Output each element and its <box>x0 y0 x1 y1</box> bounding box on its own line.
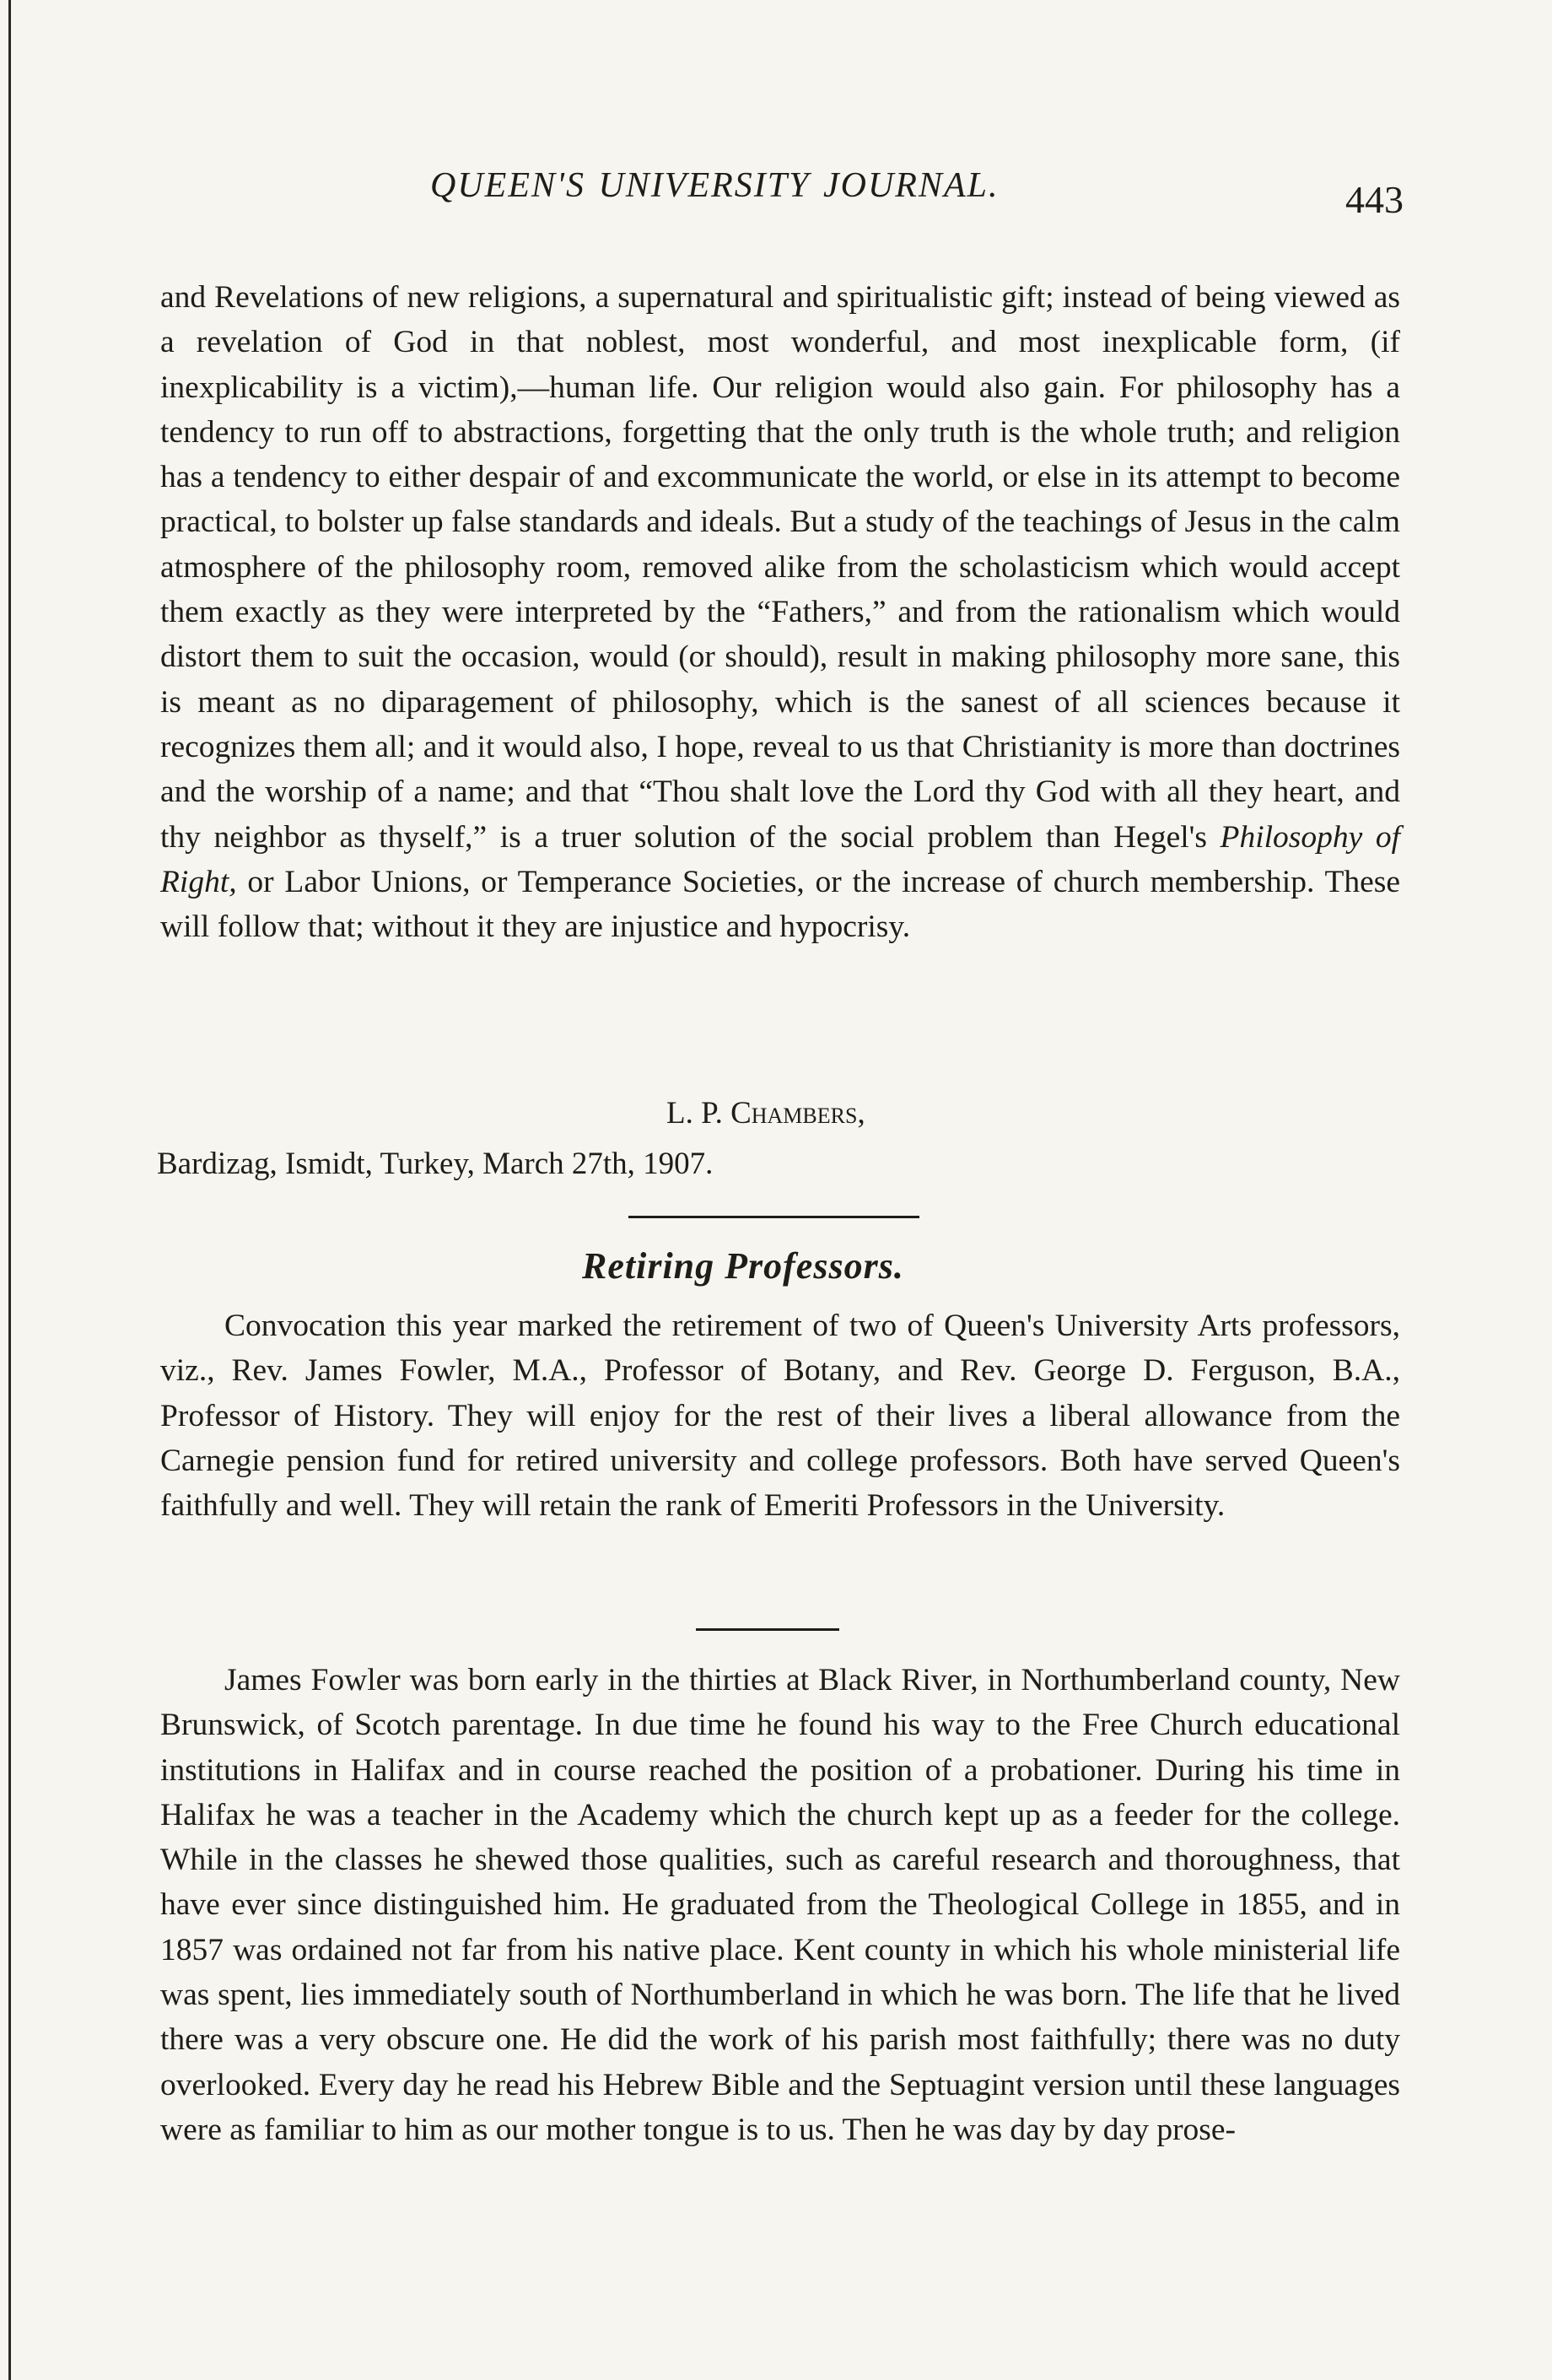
section-heading: Retiring Professors. <box>582 1245 904 1287</box>
italic-work-title: Philosophy of Right, <box>160 819 1401 899</box>
section-divider <box>628 1216 919 1218</box>
author-signature: L. P. Chambers, <box>666 1096 865 1131</box>
closing-paragraph-tail: or Labor Unions, or Temperance Societies, or the increase of church membership. These will follow that; without it they are injustice and hypocrisy. <box>160 864 1400 945</box>
article-closing-paragraph <box>160 275 1400 949</box>
closing-paragraph-text: and Revelations of new religions, a supernatural and spiritualistic gift; instead of being viewed as a revelation of God in that noblest, most wonderful, and most inexplicable form, (if inexplicability is a victim),—human life. Our religion would also gain. For philosophy has a tendency to run off to abstractions, forgetting that the only truth is the whole truth; and religion has a tendency to either despair of and excommunicate the world, or else in its attempt to become practical, to bolster up false standards and ideals. But a study of the teachings of Jesus in the calm atmosphere of the philosophy room, removed alike from the scholasticism which would accept them exactly as they were interpreted by the “Fathers,” and from the rationalism which would distort them to suit the occasion, would (or should), result in making philosophy more sane, this is meant as no diparagement of philosophy, which is the sanest of all sciences because it recognizes them all; and it would also, I hope, reveal to us that Christianity is more than doctrines and the worship of a name; and that “Thou shalt love the Lord thy God with all they heart, and thy neighbor as thyself,” is a truer solution of the social problem than Hegel's <box>160 280 1400 855</box>
intro-paragraph: Convocation this year marked the retirement of two of Queen's University Arts professors, viz., Rev. James Fowler, M.A., Professor of Botany, and Rev. George D. Ferguson, B.A., Professor of History. They will enjoy for the rest of their lives a liberal allowance from the Carnegie pension fund for retired university and college professors. Both have served Queen's faithfully and well. They will retain the rank of Emeriti Professors in the University. <box>160 1309 1400 1524</box>
running-head <box>0 165 1552 221</box>
page-number: 443 <box>1345 178 1404 221</box>
fowler-paragraph: James Fowler was born early in the thirties at Black River, in Northumberland county, New Brunswick, of Scotch parentage. In due time he found his way to the Free Church educational institutions in Halifax and in course reached the position of a probationer. During his time in Halifax he was a teacher in the Academy which the church kept up as a feeder for the college. While in the classes he shewed those qualities, such as careful research and thoroughness, that have ever since distinguished him. He graduated from the Theological College in 1855, and in 1857 was ordained not far from his native place. Kent county in which his whole ministerial life was spent, lies immediately south of Northumberland in which he was born. The life that he lived there was a very obscure one. He did the work of his parish most faithfully; there was no duty overlooked. Every day he read his Hebrew Bible and the Septuagint version until these languages were as familiar to him as our mother tongue is to us. Then he was day by day prose- <box>160 1663 1400 2147</box>
journal-title: QUEEN'S UNIVERSITY JOURNAL. <box>430 166 1000 205</box>
page-margin-rule <box>8 0 11 2380</box>
dateline: Bardizag, Ismidt, Turkey, March 27th, 1907. <box>157 1147 714 1181</box>
paragraph-divider <box>696 1628 839 1631</box>
